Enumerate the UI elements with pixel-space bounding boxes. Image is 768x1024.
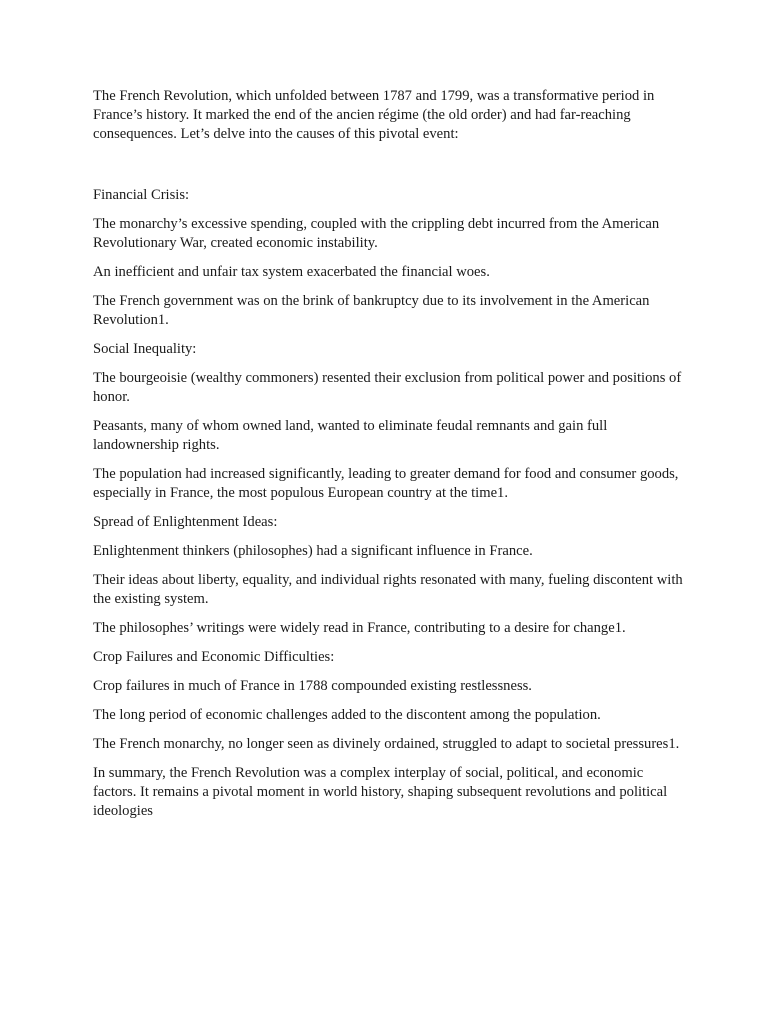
paragraph: The bourgeoisie (wealthy commoners) resented their exclusion from political power and positions of honor. [93, 370, 682, 405]
paragraph: Peasants, many of whom owned land, wanted to eliminate feudal remnants and gain full landownership rights. [93, 418, 608, 453]
heading-crop-failures: Crop Failures and Economic Difficulties: [93, 649, 335, 665]
paragraph: The French government was on the brink of bankruptcy due to its involvement in the American Revolution1. [93, 293, 650, 328]
paragraph: The population had increased significantly, leading to greater demand for food and consumer goods, especially in France, the most populous European country at the time1. [93, 466, 679, 501]
summary-paragraph: In summary, the French Revolution was a complex interplay of social, political, and economic factors. It remains a pivotal moment in world history, shaping subsequent revolutions and political ideologies [93, 765, 668, 819]
heading-enlightenment-ideas: Spread of Enlightenment Ideas: [93, 514, 278, 530]
paragraph: Crop failures in much of France in 1788 compounded existing restlessness. [93, 678, 532, 694]
paragraph: The long period of economic challenges added to the discontent among the population. [93, 707, 601, 723]
intro-paragraph: The French Revolution, which unfolded between 1787 and 1799, was a transformative period in France’s history. It marked the end of the ancien régime (the old order) and had far-reaching consequences. Let’s delve into the causes of this pivotal event: [93, 88, 655, 142]
paragraph: The philosophes’ writings were widely read in France, contributing to a desire for change1. [93, 620, 626, 636]
heading-financial-crisis: Financial Crisis: [93, 187, 190, 203]
paragraph: The monarchy’s excessive spending, coupled with the crippling debt incurred from the American Revolutionary War, created economic instability. [93, 216, 660, 251]
paragraph: An inefficient and unfair tax system exacerbated the financial woes. [93, 264, 490, 280]
paragraph: Enlightenment thinkers (philosophes) had a significant influence in France. [93, 543, 533, 559]
document-body [93, 87, 683, 831]
paragraph: The French monarchy, no longer seen as divinely ordained, struggled to adapt to societal pressures1. [93, 736, 680, 752]
heading-social-inequality: Social Inequality: [93, 341, 197, 357]
paragraph: Their ideas about liberty, equality, and individual rights resonated with many, fueling discontent with the existing system. [93, 572, 683, 607]
